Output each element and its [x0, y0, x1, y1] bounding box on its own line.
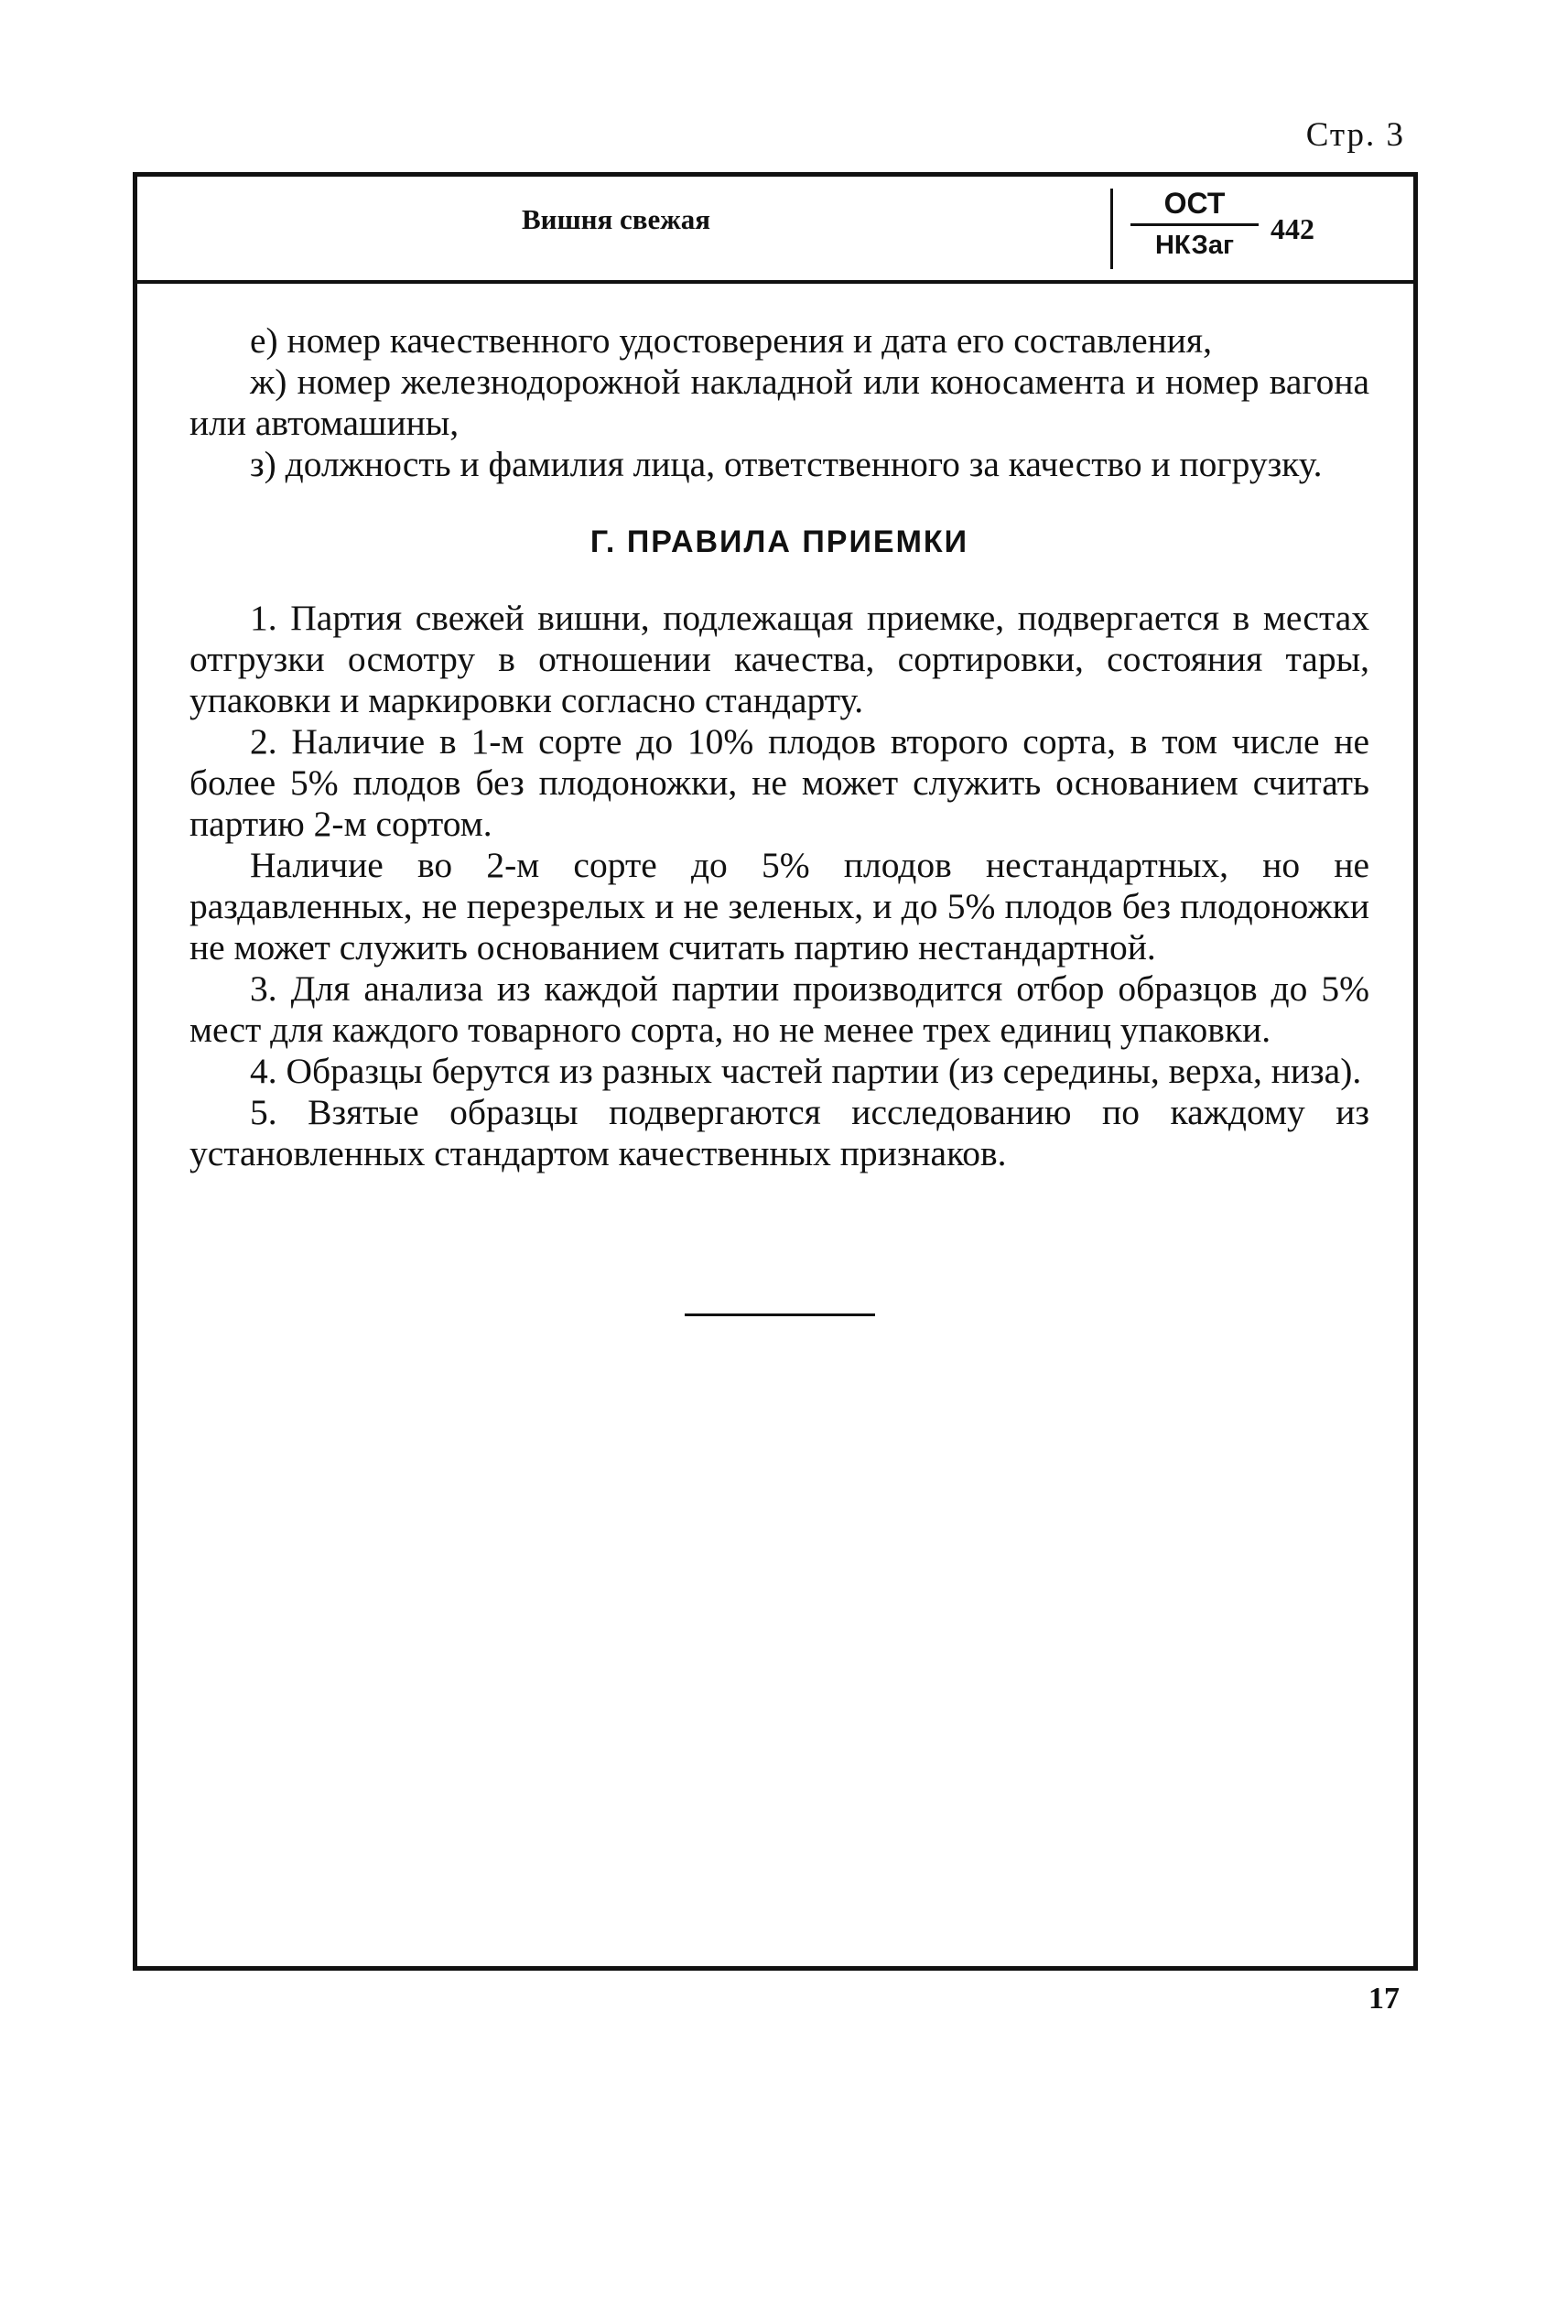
rule-paragraph: 1. Партия свежей вишни, подлежащая приемке, подвергается в местах отгрузки осмотру в отношении качества, сортировки, состояния тары, упаковки и маркировки согласно стандарту. [189, 598, 1369, 720]
standard-agency: НКЗаг [1154, 231, 1235, 260]
body-text [189, 320, 1369, 1316]
bottom-rule [133, 1966, 1418, 1971]
rule-paragraph: Наличие во 2-м сорте до 5% плодов нестандартных, но не раздавленных, не перезрелых и не зеленых, и до 5% плодов без плодоножки не может служить основанием считать партию нестандартной. [189, 845, 1369, 967]
left-border [133, 172, 137, 1971]
standard-code: ОСТ [1130, 185, 1259, 226]
end-divider [685, 1313, 875, 1316]
document-title: Вишня свежая [521, 203, 711, 235]
rule-paragraph: 5. Взятые образцы подвергаются исследованию по каждому из установленных стандартом качественных признаков. [189, 1092, 1369, 1173]
header-divider [1110, 189, 1113, 269]
page-label: Стр. 3 [1305, 116, 1405, 154]
rule-paragraph: 3. Для анализа из каждой партии производится отбор образцов до 5% мест для каждого товарного сорта, но не менее трех единиц упаковки. [189, 968, 1369, 1050]
top-rule [133, 172, 1418, 177]
header-bottom-rule [133, 280, 1418, 284]
standard-designation [1130, 185, 1259, 263]
rule-paragraph: 4. Образцы берутся из разных частей партии (из середины, верха, низа). [250, 1051, 1362, 1091]
page-number: 17 [1368, 1982, 1400, 2016]
standard-number: 442 [1271, 212, 1314, 245]
list-item: ж) номер железнодорожной накладной или коносамента и номер вагона или автомашины, [189, 362, 1369, 443]
right-border [1413, 172, 1418, 1971]
rule-paragraph: 2. Наличие в 1-м сорте до 10% плодов второго сорта, в том числе не более 5% плодов без плодоножки, не может служить основанием считать партию 2-м сортом. [189, 721, 1369, 844]
list-item: з) должность и фамилия лица, ответственного за качество и погрузку. [250, 444, 1323, 484]
list-item: е) номер качественного удостоверения и дата его составления, [250, 320, 1212, 361]
page-frame [133, 172, 1418, 1971]
section-heading: Г. ПРАВИЛА ПРИЕМКИ [589, 524, 969, 559]
